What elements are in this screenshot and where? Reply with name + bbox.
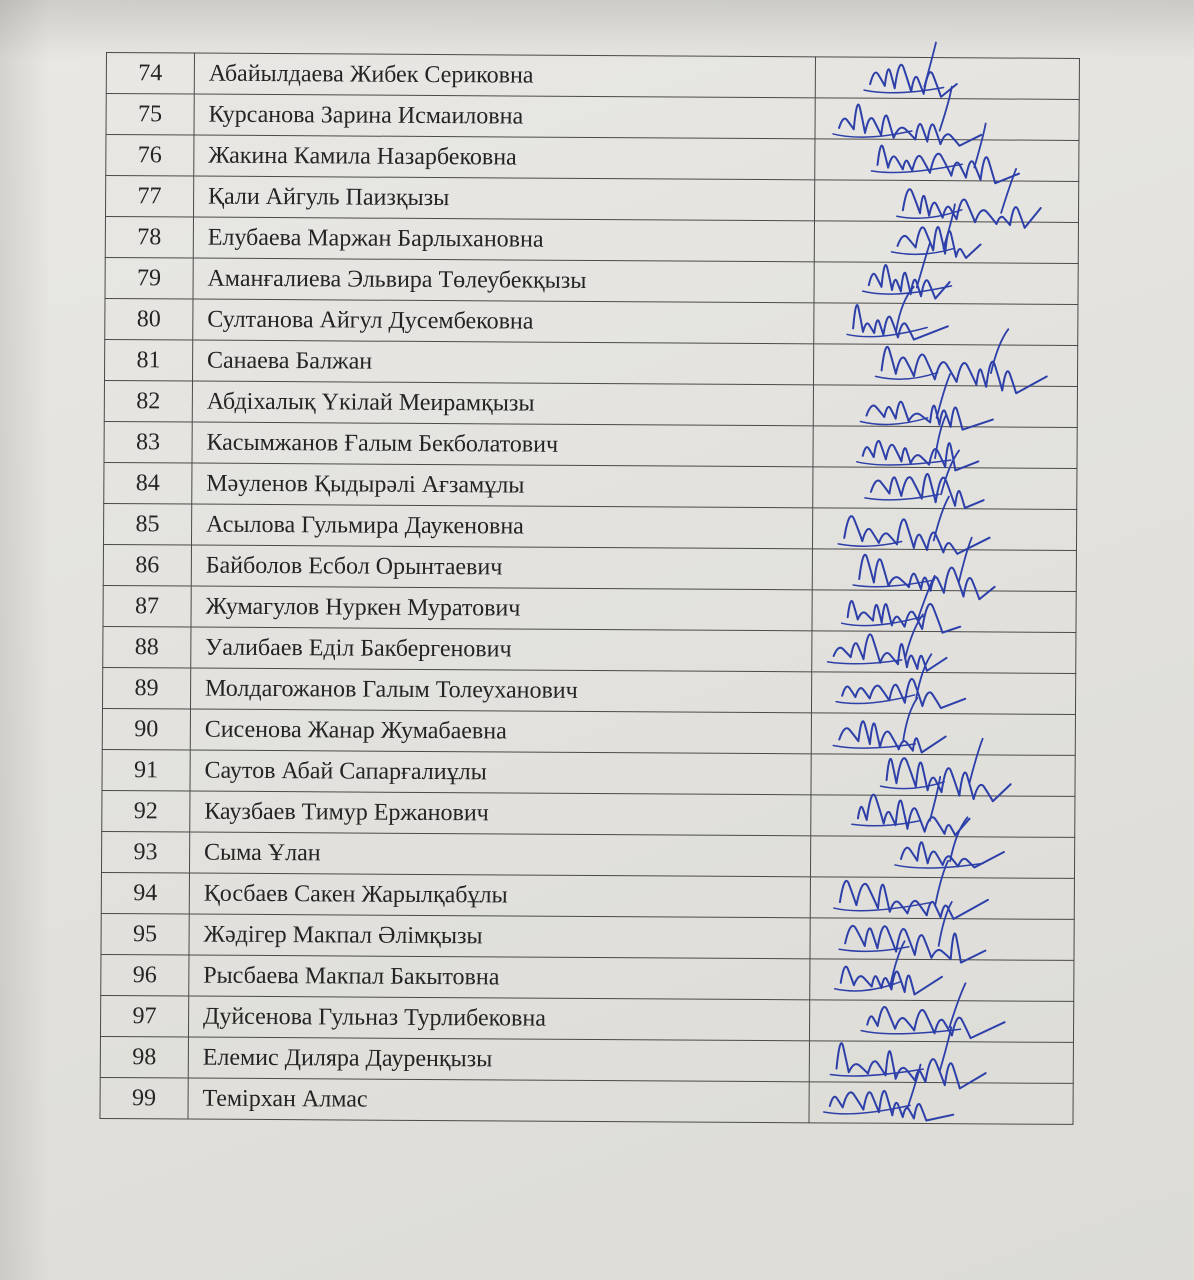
table-row [101,872,1074,919]
signature-cell [811,754,1075,797]
table-row [106,135,1079,182]
signature-underline [842,616,925,626]
table-row [101,831,1074,878]
signature-underline [865,494,939,500]
person-name: Саутов Абай Сапарғалиұлы [190,750,812,795]
signature-underline [836,694,914,703]
table-row [101,954,1074,1001]
row-number: 89 [102,667,190,709]
signature-cell [809,1041,1073,1084]
signature-cell [810,918,1074,961]
signature-stroke [867,1007,1004,1038]
signature-cell [815,98,1079,141]
signature-cell [811,836,1075,879]
row-number: 90 [102,708,190,750]
person-name: Елубаева Маржан Барлыхановна [193,217,815,262]
signature-cell [812,590,1076,633]
signature-cell [814,344,1078,387]
person-name: Мәуленов Қыдырәлі Ағзамұлы [192,463,814,508]
table-row [103,585,1076,632]
signature-stroke [869,265,950,299]
table-body [100,53,1079,1125]
signature-underline [897,209,962,218]
table-row [102,708,1075,755]
signature-underline [892,248,954,254]
handwritten-signature [816,98,1076,140]
row-number: 96 [101,954,189,996]
row-number: 86 [103,544,191,586]
row-number: 76 [106,135,194,177]
row-number: 74 [106,53,194,95]
signature-stroke [878,146,1020,184]
signature-cell [815,180,1079,223]
row-number: 95 [101,913,189,955]
row-number: 99 [100,1077,188,1119]
table-row [102,749,1075,796]
table-row [100,1077,1073,1124]
signature-underline [833,131,912,138]
table-row [102,790,1075,837]
table-row [102,667,1075,714]
signature-underline [881,781,945,788]
signature-underline [876,372,938,379]
row-number: 94 [101,872,189,914]
row-number: 98 [100,1036,188,1078]
signature-stroke [842,679,965,709]
table-row [104,380,1077,427]
handwritten-signature [810,1000,1070,1042]
signature-stroke [845,926,985,963]
row-number: 75 [106,94,194,136]
handwritten-signature [810,1041,1070,1083]
signature-stroke [840,881,988,919]
person-name: Қали Айгуль Паизқызы [193,176,815,221]
signature-stroke [840,721,946,753]
signature-stroke [898,227,981,258]
handwritten-signature [814,303,1074,345]
signature-stroke [853,305,948,340]
table-row [105,216,1078,263]
person-name: Қосбаев Сакен Жарылқабұлы [189,873,811,918]
signature-cell [813,467,1077,510]
table-row [105,298,1078,345]
handwritten-signature [816,139,1076,181]
signature-underline [863,285,952,294]
signature-underline [852,820,919,826]
row-number: 93 [101,831,189,873]
table-row [100,1036,1073,1083]
signature-underline [828,659,902,664]
person-name: Уалибаев Еділ Бакбергенович [191,627,813,672]
table-row [105,176,1078,223]
paper-shadow-top [0,0,1194,60]
signature-cell [813,385,1077,428]
handwritten-signature [812,713,1072,755]
handwritten-signature [810,959,1070,1001]
person-name: Аманғалиева Эльвира Төлеубекқызы [193,258,815,303]
signature-underline [839,946,909,951]
signature-underline [864,87,944,93]
row-number: 81 [104,339,192,381]
table-row [101,913,1074,960]
signature-underline [872,164,963,173]
row-number: 88 [103,626,191,668]
person-name: Байболов Есбол Орынтаевич [191,545,813,590]
signature-stroke [841,967,942,995]
row-number: 97 [100,995,188,1037]
table-row [105,257,1078,304]
row-number: 92 [102,790,190,832]
person-name: Санаева Балжан [192,340,814,385]
person-name: Султанова Айгул Дусембековна [193,299,815,344]
signature-cell [811,795,1075,838]
signature-cell [810,959,1074,1002]
signature-cell [812,631,1076,674]
table-row [103,626,1076,673]
handwritten-signature [815,180,1075,222]
row-number: 78 [105,216,193,258]
table-row [104,462,1077,509]
person-name: Курсанова Зарина Исмаиловна [194,94,816,139]
signature-underline [834,743,916,748]
person-name: Елемис Диляра Дауренқызы [188,1037,810,1082]
signature-table [99,52,1079,1125]
signature-underline [831,1069,924,1077]
row-number: 79 [105,257,193,299]
paper-shadow-left [0,0,50,1280]
signature-stroke [871,474,984,508]
signature-stroke [901,842,1004,868]
row-number: 85 [103,503,191,545]
person-name: Жакина Камила Назарбековна [194,135,816,180]
table-row [106,53,1079,100]
row-number: 83 [104,421,192,463]
handwritten-signature [814,344,1074,386]
table-row [103,503,1076,550]
handwritten-signature [810,1082,1070,1124]
signature-cell [810,877,1074,920]
signature-cell [813,426,1077,469]
row-number: 82 [104,380,192,422]
person-name: Абдіхалық Үкілай Меирамқызы [192,381,814,426]
row-number: 77 [105,176,193,218]
signature-underline [861,417,928,424]
signature-underline [834,901,933,911]
table-row [103,544,1076,591]
handwritten-signature [811,836,1071,878]
signature-underline [824,1105,910,1114]
signature-cell [812,549,1076,592]
handwritten-signature [815,262,1075,304]
person-name: Асылова Гульмира Даукеновна [191,504,813,549]
handwritten-signature [812,754,1072,796]
person-name: Молдагожанов Галым Толеуханович [190,668,812,713]
handwritten-signature [815,221,1075,263]
handwritten-signature [811,918,1071,960]
person-name: Касымжанов Ғалым Бекболатович [192,422,814,467]
signature-stroke [848,601,961,633]
handwritten-signature [813,467,1073,509]
signature-cell [812,672,1076,715]
person-name: Каузбаев Тимур Ержанович [190,791,812,836]
signature-cell [810,1000,1074,1043]
handwritten-signature [811,877,1071,919]
table-row [100,995,1073,1042]
person-name: Жәдігер Макпал Әлімқызы [189,914,811,959]
row-number: 80 [105,298,193,340]
signature-cell [815,57,1079,100]
handwritten-signature [813,508,1073,550]
signature-underline [838,541,902,546]
handwritten-signature [814,385,1074,427]
signature-underline [857,460,951,466]
signature-underline [835,981,901,991]
signature-underline [861,1029,960,1035]
handwritten-signature [813,549,1073,591]
signature-cell [809,1082,1073,1125]
row-number: 87 [103,585,191,627]
handwritten-signature [816,57,1076,99]
handwritten-signature [814,426,1074,468]
signature-underline [895,863,983,869]
handwritten-signature [812,672,1072,714]
person-name: Темірхан Алмас [188,1078,810,1123]
person-name: Абайылдаева Жибек Сериковна [194,53,816,98]
signature-stroke [834,634,947,671]
person-name: Дуйсенова Гульназ Турлибековна [188,996,810,1041]
signature-underline [853,580,934,588]
handwritten-signature [811,795,1071,837]
handwritten-signature [812,631,1072,673]
person-name: Жумагулов Нуркен Муратович [191,586,813,631]
person-name: Сисенова Жанар Жумабаевна [190,709,812,754]
row-number: 91 [102,749,190,791]
table-row [104,339,1077,386]
person-name: Сыма Ұлан [189,832,811,877]
signature-cell [811,713,1075,756]
signature-stroke [830,1091,954,1121]
signature-stroke [858,795,970,836]
signature-stroke [870,65,957,97]
table-row [106,94,1079,141]
table-row [104,421,1077,468]
signature-cell [814,303,1078,346]
row-number: 84 [104,462,192,504]
signature-cell [813,508,1077,551]
signature-cell [814,262,1078,305]
signature-stroke [863,441,979,471]
handwritten-signature [813,590,1073,632]
signature-cell [814,221,1078,264]
signature-underline [847,327,927,337]
person-name: Рысбаева Макпал Бакытовна [189,955,811,1000]
signature-cell [815,139,1079,182]
